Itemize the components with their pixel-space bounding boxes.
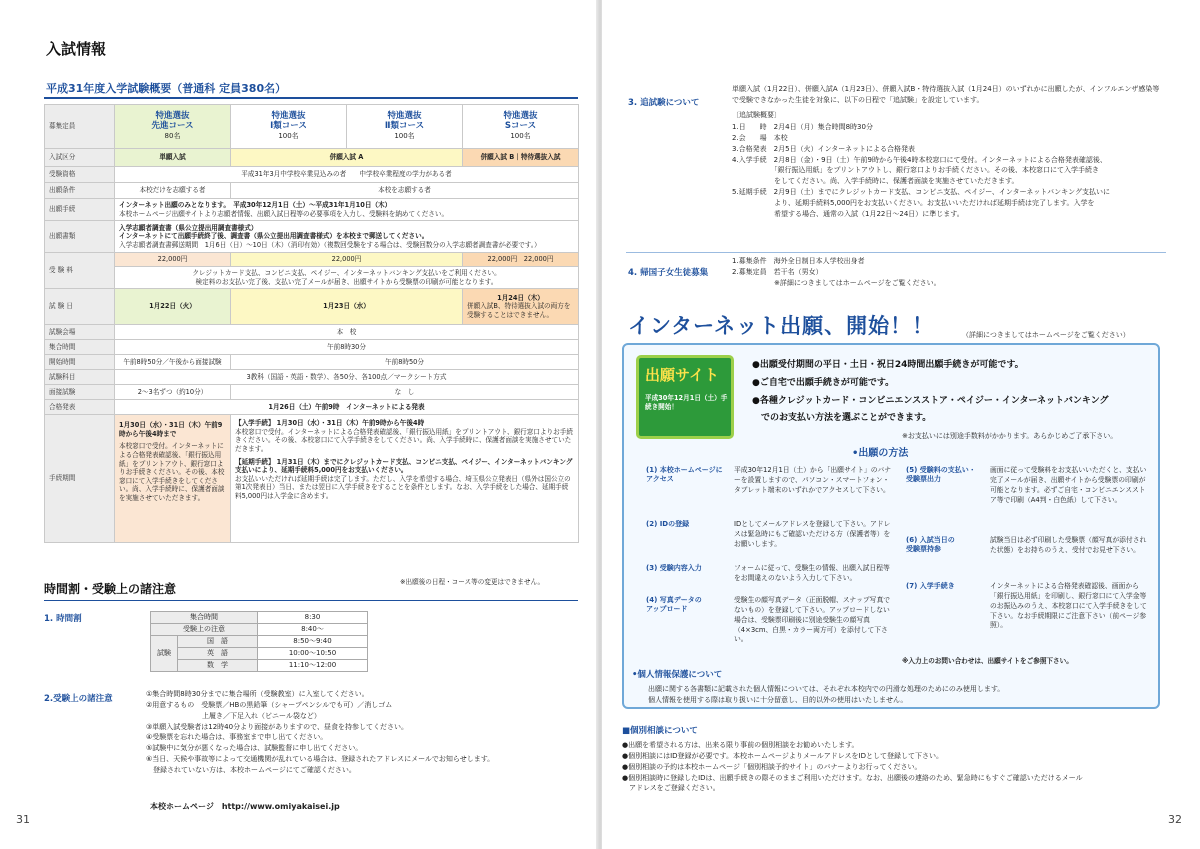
row-label: 試 験 日 [45, 289, 115, 325]
mensetsu-cell: な し [231, 385, 579, 400]
step-text: IDとしてメールアドレスを登録して下さい。アドレスは緊急時にもご確認いただける方（保護者等）をお願いします。 [734, 520, 891, 548]
row-label: 面接試験 [45, 385, 115, 400]
table-note: ※出願後の日程・コース等の変更はできません。 [400, 578, 545, 586]
kubun-cell: 単願入試 [115, 149, 231, 167]
list-item: ②用意するもの 受験票／HBの黒鉛筆（シャープペンシルでも可）／消しゴム [146, 700, 393, 709]
date-cell: 1月22日（火） [115, 289, 231, 325]
course-cell: 特進選抜 先進コース 80名 [115, 105, 231, 149]
fee-cell: 22,000円 [115, 253, 231, 267]
fee-cell: 22,000円 [231, 253, 463, 267]
shikaku-cell: 平成31年3月中学校卒業見込みの者 中学校卒業程度の学力がある者 [115, 167, 579, 183]
net-title: インターネット出願、開始！！ [628, 314, 935, 338]
kaishi-cell: 午前8時50分／午後から面接試験 [115, 355, 231, 370]
table-row: 受験上の注意 8:40〜 [151, 624, 368, 636]
course-cell: 特進選抜 Sコース 100名 [463, 105, 579, 149]
step-label: (6) 入試当日の 受験票持参 [906, 536, 955, 554]
left-page [0, 0, 598, 849]
step-label: (2) IDの登録 [646, 520, 690, 528]
step-text: 試験当日は必ず印刷した受験票（顔写真が添付された状態）をお持ちのうえ、受付でお見せ下さい。 [990, 536, 1147, 554]
kikoku-list [732, 256, 941, 289]
list-item: ①集合時間8時30分までに集合場所（受験教室）に入室してください。 [146, 690, 369, 698]
table-row [45, 167, 579, 183]
table-row [45, 289, 579, 325]
list-item: ●個別相談にはID登録が必要です。本校ホームページよりメールアドレスをIDとして登録して下さい。 [622, 751, 943, 760]
step-text: 平成30年12月1日（土）から「出願サイト」のバナーを設置しますので、パソコン・スマートフォン・タブレット端末のいずれかでアクセスして下さい。 [734, 466, 892, 494]
mensetsu-cell: 2〜3名ずつ（約10分） [115, 385, 231, 400]
kamoku-cell: 3教科（国語・英語・数学）、各50分、各100点／マークシート方式 [115, 370, 579, 385]
badge-sub: 平成30年12月1日（土）手続き開始！ [645, 394, 728, 411]
table-row: 集合時間 8:30 [151, 612, 368, 624]
page-title: 入試情報 [46, 40, 107, 58]
list-item: ●出願を希望される方は、出来る限り事前の個別相談をお勧めいたします。 [622, 741, 859, 749]
table-row [45, 355, 579, 370]
row-label: 開始時間 [45, 355, 115, 370]
date-cell: 1月23日（水） [231, 289, 463, 325]
step-label: (5) 受験料の支払い・ 受験票出力 [906, 466, 976, 484]
sodan-list [622, 740, 1172, 794]
feature-item: ●出願受付期間の平日・土日・祝日24時間出願手続きが可能です。 [752, 360, 1024, 370]
table-row [45, 253, 579, 267]
table-row: 英 語 10:00〜10:50 [151, 648, 368, 660]
privacy-title: •個人情報保護について [632, 670, 723, 680]
joken-cell: 本校を志願する者 [231, 183, 579, 199]
step-label: (4) 写真データの アップロード [646, 596, 702, 614]
course-cell: 特進選抜 Ⅱ類コース 100名 [347, 105, 463, 149]
row-label: 受験資格 [45, 167, 115, 183]
fee-note: ※お支払いには別途手数料がかかります。あらかじめご了承下さい。 [902, 432, 1118, 440]
row-label: 受 験 料 [45, 253, 115, 289]
shorui-cell: 入学志願者調査書（県公立提出用調査書様式） インターネットにて出願手続終了後、調査書（県公立提出用調査書様式）を本校まで郵送してください。 入学志願者調査書郵送期間 1月6日（日）〜10日（木）（消印有効）（複数回受験をする場合は、受験回数分の入学志願者調査書が必要です。） [115, 221, 579, 253]
step-text: 画面に従って受験料をお支払いいただくと、支払い完了メールが届き、出願サイトから受験票の印刷が可能となります。必ずご自宅・コンビニエンスストア等で印刷（A4判・白色紙）して下さい。 [990, 466, 1147, 504]
kaishi-cell: 午前8時50分 [231, 355, 579, 370]
inquiry-note: ※入力上のお問い合わせは、出願サイトをご参照下さい。 [902, 657, 1073, 665]
step-label: (7) 入学手続き [906, 582, 955, 590]
sodan-title: ■個別相談について [622, 726, 698, 736]
tsuishiken-label: 3. 追試験について [628, 98, 700, 108]
row-label: 試験会場 [45, 325, 115, 340]
flow-title: •出願の方法 [852, 448, 909, 459]
tsuishiken-sub: 〔追試験概要〕 [732, 111, 781, 119]
list-item: ⑥当日、天候や事故等によって交通機関が乱れている場合は、登録されたアドレスにメールでお知らせします。 [146, 755, 495, 764]
list-item: 4.入学手続 2月8日（金）・9日（土）午前9時から午後4時本校窓口にて受付。インターネットによる合格発表確認後、 [732, 155, 1107, 164]
page-number: 32 [1168, 812, 1182, 826]
list-item: ●個別相談の予約は本校ホームページ「個別相談予約サイト」のバナーよりお行ってください。 [622, 762, 922, 771]
net-note: （詳細につきましてはホームページをご覧ください） [962, 331, 1130, 339]
row-label: 募集定員 [45, 105, 115, 149]
list-item: 2.募集定員 若干名（男女） [732, 267, 823, 276]
feature-item: でのお支払い方法を選ぶことができます。 [752, 413, 932, 423]
list-item: をしてください。尚、入学手続時に、保護者面談を実施させていただきます。 [732, 177, 1019, 186]
list-item: 希望する場合、通常の入試（1月22日〜24日）に準じます。 [732, 209, 964, 218]
list-item: ※詳細につきましてはホームページをご覧ください。 [732, 278, 941, 287]
kikoku-label: 4. 帰国子女生徒募集 [628, 268, 709, 278]
step-label: (3) 受験内容入力 [646, 564, 702, 572]
fee-cell: 22,000円 22,000円 [463, 253, 579, 267]
kikan-cell: 1月30日（水）・31日（木）午前9時から午後4時まで 本校窓口で受付。インターネットによる合格発表確認後、「銀行振込用紙」をプリントアウト、銀行窓口よりお手続きください。その後、本校窓口にて入学手続きをしてください。尚、入学手続時に、保護者面談を実施させていただきます。 [115, 415, 231, 543]
list-item: 2.会 場 本校 [732, 133, 788, 142]
feature-item: ●各種クレジットカード・コンビニエンスストア・ペイジー・インターネットバンキング [752, 396, 1109, 406]
list-item: 3.合格発表 2月5日（火）インターネットによる合格発表 [732, 144, 915, 153]
schedule-title: 時間割・受験上の諸注意 [44, 582, 177, 596]
table-row: 試験 国 語 8:50〜9:40 [151, 636, 368, 648]
feature-item: ●ご自宅で出願手続きが可能です。 [752, 378, 895, 388]
row-label: 試験科目 [45, 370, 115, 385]
course-cell: 特進選抜 Ⅰ類コース 100名 [231, 105, 347, 149]
row-label: 手続期間 [45, 415, 115, 543]
divider [626, 252, 1166, 253]
right-page [602, 0, 1200, 849]
happyo-cell: 1月26日（土）午前9時 インターネットによる発表 [115, 400, 579, 415]
list-item: アドレスをご登録ください。 [622, 784, 720, 793]
shugo-cell: 午前8時30分 [115, 340, 579, 355]
tsuishiken-intro: 単願入試（1月22日）、併願入試A（1月23日）、併願入試B・特待選抜入試（1月24日）のいずれかに出願したが、インフルエンザ感染等で受験できなかった生徒を対象に、以下の日程で「追試験」を設定しています。 [732, 85, 1160, 104]
badge-title: 出願サイト [645, 366, 719, 384]
step-text: フォームに従って、受験生の情報、出願入試日程等をお間違えのないよう入力して下さい。 [734, 564, 890, 582]
row-label: 出願手続 [45, 199, 115, 221]
fee-note-cell: クレジットカード支払、コンビニ支払、ペイジー、インターネットバンキング支払いをご利用ください。 検定料のお支払い完了後、支払い完了メールが届き、出願サイトから受験票の印刷が可能となります。 [115, 267, 579, 289]
list-item: 5.延期手続 2月9日（土）までにクレジットカード支払、コンビニ支払、ペイジー、インターネットバンキング支払いに [732, 188, 1110, 197]
list-item: ③単願入試受験者は12時40分より面接がありますので、昼食を持参してください。 [146, 722, 408, 731]
table-row [45, 183, 579, 199]
list-item: 上履き／下足入れ（ビニール袋など） [146, 711, 321, 720]
kubun-cell: 併願入試 A [231, 149, 463, 167]
tetsuzuki-cell: インターネット出願のみとなります。 平成30年12月1日（土）〜平成31年1月10日（木） 本校ホームページ出願サイトより志願者情報、出願入試日程等の必要事項を入力し、受験料を納めてください。 [115, 199, 579, 221]
list-item: 1.募集条件 海外全日制日本人学校出身者 [732, 257, 865, 265]
overview-title: 平成31年度入学試験概要（普通科 定員380名） [46, 82, 287, 95]
shutsugan-site-badge[interactable] [636, 355, 734, 439]
table-row: 数 学 11:10〜12:00 [151, 660, 368, 672]
page-number: 31 [16, 812, 30, 826]
jikan-label: 1. 時間割 [44, 614, 82, 624]
date-cell: 1月24日（木） 併願入試B、特待選抜入試の両方を受験することはできません。 [463, 289, 579, 325]
overview-rule [44, 97, 578, 99]
table-row [45, 149, 579, 167]
homepage-link[interactable]: 本校ホームページ http://www.omiyakaisei.jp [150, 802, 340, 811]
schedule-rule [44, 600, 578, 601]
list-item: 登録されていない方は、本校ホームページにてご確認ください。 [146, 765, 356, 774]
step-label: (1) 本校ホームページに アクセス [646, 466, 723, 484]
tsuishiken-list [732, 122, 1172, 220]
row-label: 出願書類 [45, 221, 115, 253]
notes-list [146, 689, 494, 776]
list-item: ⑤試験中に気分が悪くなった場合は、試験監督に申し出てください。 [146, 744, 363, 753]
table-row [45, 400, 579, 415]
list-item: ④受験票を忘れた場合は、事務室まで申し出てください。 [146, 733, 328, 742]
row-label: 入試区分 [45, 149, 115, 167]
kikan-detail-cell: 【入学手続】 1月30日（水）・31日（木）午前9時から午後4時 本校窓口で受付。インターネットによる合格発表確認後、「銀行振込用紙」をプリントアウト、銀行窓口よりお手続きください。その後、本校窓口にて入学手続きをしてください。尚、入学手続時に、保護者面談を実施させていただきます。 【延期手続】 1月31日（木）までにクレジットカード支払、コンビニ支払、ペイジー、インターネットバンキング支払いにより、延期手続料5,000円をお支払いください。 お支払いいただければ延期手続は完了します。ただし、入学を希望する場合、埼玉県公立発表日（県外は国公立の第1次発表日）当日、または翌日に入学手続きをすることを条件とします。なお、入学手続をした場合、延期手続料5,000円は入学金に含めます。 [231, 415, 579, 543]
row-label: 集合時間 [45, 340, 115, 355]
table-row [45, 325, 579, 340]
step-text: インターネットによる合格発表確認後、画面から「銀行振込用紙」を印刷し、銀行窓口にて入学金等のお振込みのうえ、本校窓口にて入学手続きをして下さい。なお手続期限にご注意下さい（前ページ参照）。 [990, 582, 1147, 630]
list-item: 「銀行振込用紙」をプリントアウトし、銀行窓口よりお手続ください。その後、本校窓口にて入学手続き [732, 166, 1100, 175]
table-row [45, 340, 579, 355]
table-row [45, 415, 579, 543]
table-row [45, 267, 579, 289]
table-row [45, 385, 579, 400]
kaijo-cell: 本 校 [115, 325, 579, 340]
table-row [45, 105, 579, 149]
exam-overview-table [44, 104, 579, 543]
chui-label: 2.受験上の諸注意 [44, 694, 113, 704]
step-text: 受験生の顔写真データ（正面脱帽、スナップ写真でないもの）を登録して下さい。アップロードしない場合は、受験票印刷後に別途受験生の顔写真（4×3cm、白黒・カラー両方可）を添付して下さい。 [734, 596, 891, 644]
list-item: 1.日 時 2月4日（月）集合時間8時30分 [732, 123, 873, 131]
table-row [45, 221, 579, 253]
timetable [150, 611, 368, 672]
kubun-cell: 併願入試 B｜特待選抜入試 [463, 149, 579, 167]
joken-cell: 本校だけを志願する者 [115, 183, 231, 199]
row-label: 出願条件 [45, 183, 115, 199]
privacy-body: 出願に関する各書類に記載された個人情報については、それぞれ本校内での円滑な処理のためにのみ使用します。 個人情報を使用する際は取り扱いに十分留意し、目的以外の使用はいたしません。 [648, 685, 1005, 704]
row-label: 合格発表 [45, 400, 115, 415]
table-row [45, 370, 579, 385]
list-item: より、延期手続料5,000円をお支払いください。お支払いいただければ延期手続は完了します。入学を [732, 198, 1095, 207]
table-row [45, 199, 579, 221]
list-item: ●個別相談時に登録したIDは、出願手続きの際そのままご利用いただけます。なお、出願後の連絡のため、緊急時にもすぐご確認いただけるメール [622, 773, 1083, 782]
